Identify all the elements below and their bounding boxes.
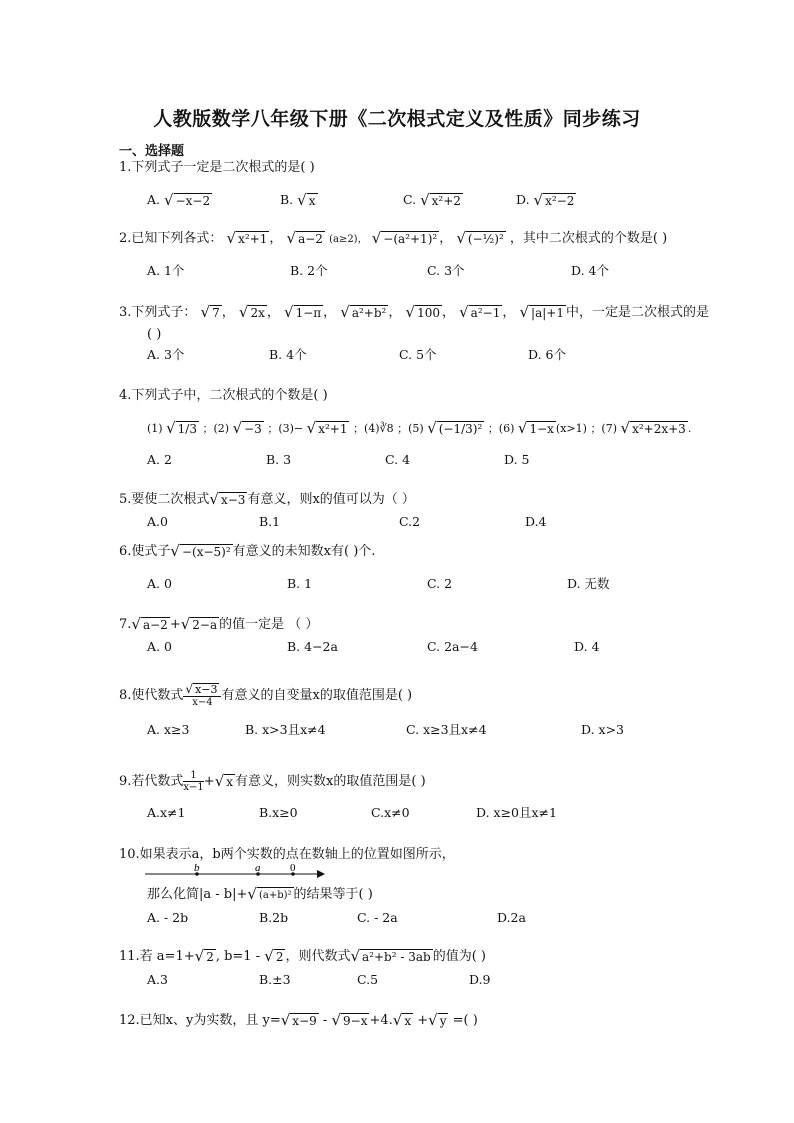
- label-b: b: [194, 862, 200, 874]
- option-a[interactable]: A. 0: [147, 576, 172, 591]
- question-3-answer-blank: ( ): [147, 327, 162, 342]
- sqrt-expression: √ −(x−5)²: [170, 541, 231, 560]
- question-12: 12.已知x、y为实数，且 y= √ x−9 - √ 9−x +4. √ x + √ y =( ): [119, 1010, 478, 1029]
- option-d[interactable]: D.9: [469, 972, 491, 987]
- sqrt-expression: √ −(a²+1)²: [371, 228, 438, 247]
- sqrt-expression: √ x: [297, 190, 316, 209]
- sqrt-expression: √ −x−2: [164, 190, 211, 209]
- option-a[interactable]: A. 2: [147, 452, 172, 467]
- option-a[interactable]: A.x≠1: [147, 805, 186, 820]
- label-a: a: [255, 862, 261, 874]
- option-d[interactable]: D. 4: [574, 639, 600, 654]
- sqrt-expression: √ x²+1: [226, 228, 268, 247]
- option-c[interactable]: C. √ x²+2: [403, 190, 461, 209]
- sqrt-expression: √ (a+b)²: [247, 884, 292, 903]
- option-a[interactable]: A. - 2b: [147, 910, 189, 925]
- question-3: 3.下列式子： √ 7 ， √ 2x ， √ 1−π ， √ a²+b² ， √ 100 ， √ a²−1 ， √ |a|+1 中，一定是二次根式的是: [119, 302, 709, 321]
- question-7: 7. √ a−2 + √ 2−a 的值一定是 （ ）: [119, 614, 319, 633]
- option-c[interactable]: C.5: [357, 972, 379, 987]
- sqrt-expression: √ 7: [200, 302, 220, 321]
- question-6: 6.使式子 √ −(x−5)² 有意义的未知数x有( )个.: [119, 541, 376, 560]
- option-d[interactable]: D.2a: [497, 910, 526, 925]
- label-zero: 0: [290, 862, 296, 874]
- option-b[interactable]: B. 2个: [290, 263, 328, 278]
- option-b[interactable]: B. 4个: [269, 347, 307, 362]
- question-5: 5.要使二次根式 √ x−3 有意义，则x的值可以为（ ）: [119, 489, 415, 508]
- option-c[interactable]: C. 2: [427, 576, 453, 591]
- option-a[interactable]: A. 0: [147, 639, 172, 654]
- sqrt-expression: √ 2−a: [180, 614, 218, 633]
- option-b[interactable]: B.x≥0: [259, 805, 298, 820]
- question-10: 10.如果表示a，b两个实数的点在数轴上的位置如图所示，: [119, 847, 455, 862]
- question-10-expression: 那么化简|a - b|+ √ (a+b)² 的结果等于( ): [147, 884, 373, 903]
- option-c[interactable]: C. - 2a: [357, 910, 398, 925]
- sqrt-expression: √ x²+2x+3: [620, 419, 686, 437]
- sqrt-expression: √ a²−1: [459, 302, 501, 321]
- option-d[interactable]: D. x≥0且x≠1: [476, 805, 557, 820]
- question-2: 2.已知下列各式： √ x²+1 ， √ a−2 (a≥2)， √ −(a²+1)² ， √ (−½)² ，其中二次根式的个数是( ): [119, 228, 668, 247]
- sqrt-expression: √ x: [214, 771, 234, 790]
- option-a[interactable]: A. x≥3: [147, 722, 190, 737]
- question-9: 9.若代数式 $\frac{1}{x-1}$ + √ x 有意义，则实数x的取值范围是( ): [119, 770, 426, 793]
- sqrt-expression: √ 2: [264, 946, 284, 965]
- option-b[interactable]: B. x>3且x≠4: [245, 722, 326, 737]
- sqrt-expression: √ 2x: [238, 302, 265, 321]
- option-a[interactable]: A. √ −x−2: [147, 190, 211, 209]
- option-d[interactable]: D. 5: [504, 452, 530, 467]
- option-c[interactable]: C.2: [399, 514, 421, 529]
- page-title: 人教版数学八年级下册《二次根式定义及性质》同步练习: [153, 108, 641, 130]
- option-d[interactable]: D. 无数: [567, 576, 610, 591]
- sqrt-expression: √ a−2: [131, 614, 168, 633]
- arrow-icon: [317, 870, 325, 878]
- sqrt-expression: √ 2: [194, 946, 214, 965]
- option-c[interactable]: C. x≥3且x≠4: [406, 722, 487, 737]
- question-4-expressions: (1) √ 1/3 ；(2) √ −3 ；(3)− √ x²+1 ；(4)∛8 ；(5) √ (−1/3)² ；(6) √ 1−x (x>1) ；(7) √ x²+2x+3 .: [147, 419, 692, 437]
- option-d[interactable]: D. 6个: [528, 347, 566, 362]
- sqrt-expression: √ x²+2: [420, 190, 461, 209]
- question-stem: 1.下列式子一定是二次根式的是( ): [119, 160, 315, 175]
- number-line: [145, 862, 325, 886]
- fraction-expression: √ x−3 x−4: [183, 683, 221, 708]
- option-b[interactable]: B. 1: [287, 576, 313, 591]
- sqrt-expression: √ 9−x: [331, 1010, 368, 1029]
- option-d[interactable]: D.4: [525, 514, 547, 529]
- sqrt-expression: √ 1−x: [517, 419, 554, 437]
- sqrt-expression: √ 1/3: [166, 419, 197, 437]
- sqrt-expression: √ x²+1: [306, 419, 348, 437]
- option-d[interactable]: D. √ x²−2: [516, 190, 575, 209]
- sqrt-expression: √ 100: [405, 302, 440, 321]
- option-d[interactable]: D. 4个: [571, 263, 609, 278]
- option-c[interactable]: C.x≠0: [371, 805, 410, 820]
- option-b[interactable]: B. 3: [266, 452, 292, 467]
- option-b[interactable]: B. 4−2a: [287, 639, 338, 654]
- sqrt-expression: √ (−1/3)²: [427, 419, 483, 437]
- sqrt-expression: √ a²+b² - 3ab: [350, 946, 431, 965]
- option-d[interactable]: D. x>3: [581, 722, 624, 737]
- option-a[interactable]: A.3: [147, 972, 168, 987]
- option-a[interactable]: A.0: [147, 514, 168, 529]
- option-b[interactable]: B.±3: [259, 972, 291, 987]
- sqrt-expression: √ x: [392, 1010, 412, 1029]
- question-11: 11.若 a=1+ √ 2 , b=1 - √ 2 ，则代数式 √ a²+b² - 3ab 的值为( ): [119, 946, 486, 965]
- sqrt-expression: √ y: [428, 1010, 447, 1029]
- question-8: 8.使代数式 √ x−3 x−4 有意义的自变量x的取值范围是( ): [119, 682, 413, 708]
- sqrt-expression: √ x²−2: [533, 190, 575, 209]
- sqrt-expression: √ −3: [232, 419, 262, 437]
- sqrt-expression: √ 1−π: [284, 302, 322, 321]
- question-1: [119, 159, 315, 177]
- sqrt-expression: √ a−2: [286, 228, 323, 247]
- option-c[interactable]: C. 2a−4: [427, 639, 478, 654]
- sqrt-expression: √ x−9: [280, 1010, 317, 1029]
- option-c[interactable]: C. 5个: [399, 347, 437, 362]
- fraction-expression: $\frac{1}{x-1}$: [183, 770, 204, 793]
- option-a[interactable]: A. 1个: [147, 263, 185, 278]
- sqrt-expression: √ |a|+1: [519, 302, 564, 321]
- option-c[interactable]: C. 4: [385, 452, 411, 467]
- sqrt-expression: √ (−½)²: [456, 228, 504, 247]
- option-b[interactable]: B.2b: [259, 910, 289, 925]
- option-c[interactable]: C. 3个: [427, 263, 465, 278]
- section-heading: 一、选择题: [119, 144, 185, 159]
- option-a[interactable]: A. 3个: [147, 347, 185, 362]
- option-b[interactable]: B. √ x: [280, 190, 316, 209]
- option-b[interactable]: B.1: [259, 514, 281, 529]
- question-4: 4.下列式子中，二次根式的个数是( ): [119, 388, 328, 403]
- sqrt-expression: √ x−3: [209, 489, 246, 508]
- sqrt-expression: √ a²+b²: [340, 302, 387, 321]
